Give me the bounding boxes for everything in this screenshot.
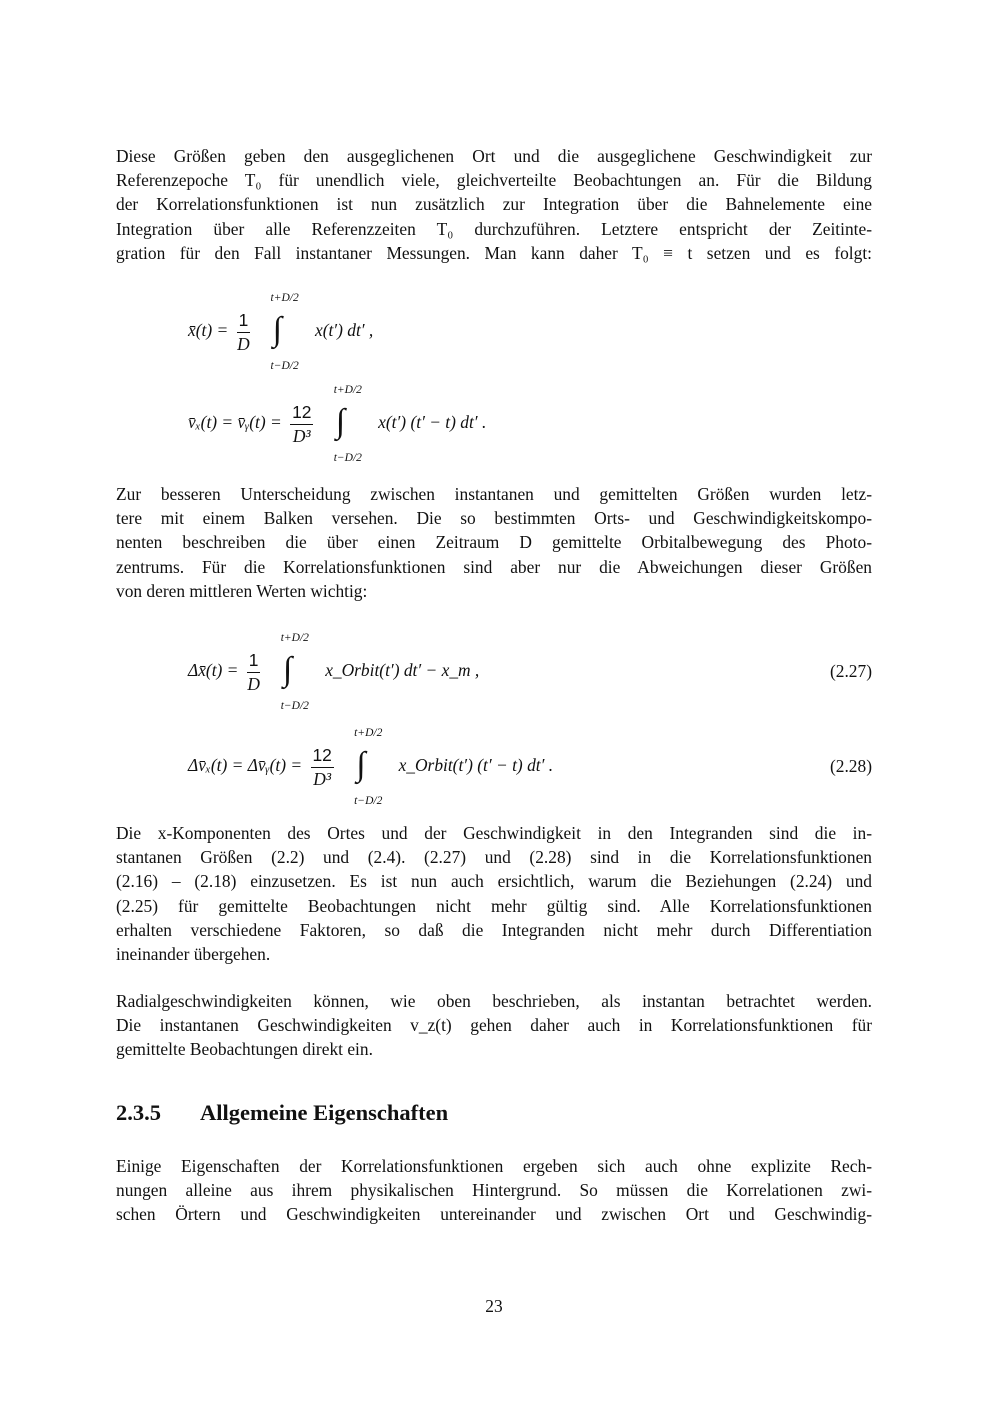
- upper-limit: t+D/2: [270, 292, 299, 304]
- paragraph-3: [116, 821, 872, 966]
- equation-number: (2.28): [829, 756, 872, 776]
- lower-limit: t−D/2: [354, 795, 383, 807]
- integral: [344, 727, 392, 807]
- integral: [271, 632, 319, 712]
- numerator: 1: [247, 650, 261, 673]
- paragraph-2: [116, 482, 872, 603]
- equation-lhs: Δv̄ₓ(t) = Δv̄ᵧ(t) =: [188, 755, 303, 775]
- text-line: tere mit einem Balken versehen. Die so bestimmten Orts- und Geschwindigkeitskompo-: [116, 508, 872, 529]
- fraction: [290, 402, 313, 447]
- denominator: D: [237, 333, 250, 354]
- numerator: 12: [311, 745, 334, 768]
- fraction: [237, 310, 251, 355]
- paragraph-4: [116, 989, 872, 1062]
- numerator: 12: [290, 402, 313, 425]
- text-line: der Korrelationsfunktionen ist nun zusätzlich zur Integration über die Bahnelemente eine: [116, 194, 872, 215]
- text-line: nungen alleine aus ihrem physikalischen Hintergrund. So müssen die Korrelationen zwi-: [116, 1180, 872, 1201]
- lower-limit: t−D/2: [270, 360, 299, 372]
- section-heading: [116, 1100, 448, 1126]
- upper-limit: t+D/2: [280, 632, 309, 644]
- equation-mean-position: [188, 292, 373, 372]
- text-line: Radialgeschwindigkeiten können, wie oben beschrieben, als instantan betrachtet werden.: [116, 991, 872, 1011]
- equation-2-27: [188, 632, 479, 712]
- lower-limit: t−D/2: [280, 700, 309, 712]
- integral: [261, 292, 309, 372]
- denominator: D³: [313, 768, 332, 789]
- text-line: Die instantanen Geschwindigkeiten v_z(t) gehen daher auch in Korrelationsfunktionen für: [116, 1015, 872, 1036]
- denominator: D: [247, 673, 260, 694]
- equation-2-28: [188, 727, 553, 807]
- paragraph-1: [116, 144, 872, 265]
- section-title: Allgemeine Eigenschaften: [200, 1100, 449, 1125]
- equation-lhs: x̄(t) =: [188, 320, 229, 340]
- text-line: schen Örtern und Geschwindigkeiten untereinander und zwischen Ort und Geschwindig-: [116, 1204, 872, 1225]
- integrand: x(t′) dt′ ,: [314, 320, 374, 340]
- lower-limit: t−D/2: [333, 452, 362, 464]
- text-line: nenten beschreiben die über einen Zeitraum D gemittelte Orbitalbewegung des Photo-: [116, 532, 872, 553]
- text-line: gemittelte Beobachtungen direkt ein.: [116, 1039, 373, 1060]
- text-line: stantanen Größen (2.2) und (2.4). (2.27) und (2.28) sind in die Korrelationsfunktionen: [116, 847, 872, 868]
- text-line: erhalten verschiedene Faktoren, so daß die Integranden nicht mehr durch Differentiation: [116, 919, 872, 940]
- text-line: ineinander übergehen.: [116, 943, 271, 964]
- text-line: Einige Eigenschaften der Korrelationsfunktionen ergeben sich auch ohne explizite Rech-: [116, 1156, 872, 1176]
- upper-limit: t+D/2: [333, 384, 362, 396]
- integral-sign-icon: ∫: [282, 651, 293, 688]
- equation-lhs: Δx̄(t) =: [188, 660, 239, 680]
- integral-sign-icon: ∫: [272, 311, 282, 348]
- text-line: Referenzepoche T₀ für unendlich viele, gleichverteilte Beobachtungen an. Für die Bildung: [116, 170, 872, 191]
- section-number: 2.3.5: [116, 1100, 161, 1125]
- fraction: [311, 745, 334, 790]
- text-line: Diese Größen geben den ausgeglichenen Ort und die ausgeglichene Geschwindigkeit zur: [116, 146, 872, 166]
- integrand: x(t′) (t′ − t) dt′ .: [378, 412, 487, 432]
- integral-sign-icon: ∫: [356, 746, 366, 783]
- page-number: 23: [485, 1296, 503, 1316]
- upper-limit: t+D/2: [354, 727, 383, 739]
- integral-sign-icon: ∫: [335, 403, 346, 440]
- integrand: x_Orbit(t′) dt′ − x_m ,: [325, 660, 480, 680]
- equation-mean-velocity: [188, 384, 486, 464]
- text-line: gration für den Fall instantaner Messungen. Man kann daher T₀ ≡ t setzen und es folgt:: [116, 242, 872, 263]
- text-line: Integration über alle Referenzzeiten T₀ durchzuführen. Letztere entspricht der Zeitinte-: [116, 218, 872, 239]
- text-line: Zur besseren Unterscheidung zwischen instantanen und gemittelten Größen wurden letz-: [116, 484, 872, 504]
- numerator: 1: [237, 310, 251, 333]
- text-line: (2.16) – (2.18) einzusetzen. Es ist nun auch ersichtlich, warum die Beziehungen (2.24) und: [116, 871, 872, 892]
- text-line: zentrums. Für die Korrelationsfunktionen sind aber nur die Abweichungen dieser Größen: [116, 556, 872, 577]
- paragraph-5: [116, 1154, 872, 1227]
- text-line: Die x-Komponenten des Ortes und der Geschwindigkeit in den Integranden sind die in-: [116, 823, 872, 843]
- denominator: D³: [292, 425, 311, 446]
- equation-lhs: v̄ₓ(t) = v̄ᵧ(t) =: [188, 412, 282, 432]
- integrand: x_Orbit(t′) (t′ − t) dt′ .: [398, 755, 554, 775]
- text-line: (2.25) für gemittelte Beobachtungen nicht mehr gültig sind. Alle Korrelationsfunktionen: [116, 895, 872, 916]
- text-line: von deren mittleren Werten wichtig:: [116, 580, 368, 601]
- equation-number: (2.27): [829, 661, 872, 681]
- fraction: [247, 650, 261, 695]
- document-page: [116, 0, 872, 1405]
- integral: [324, 384, 372, 464]
